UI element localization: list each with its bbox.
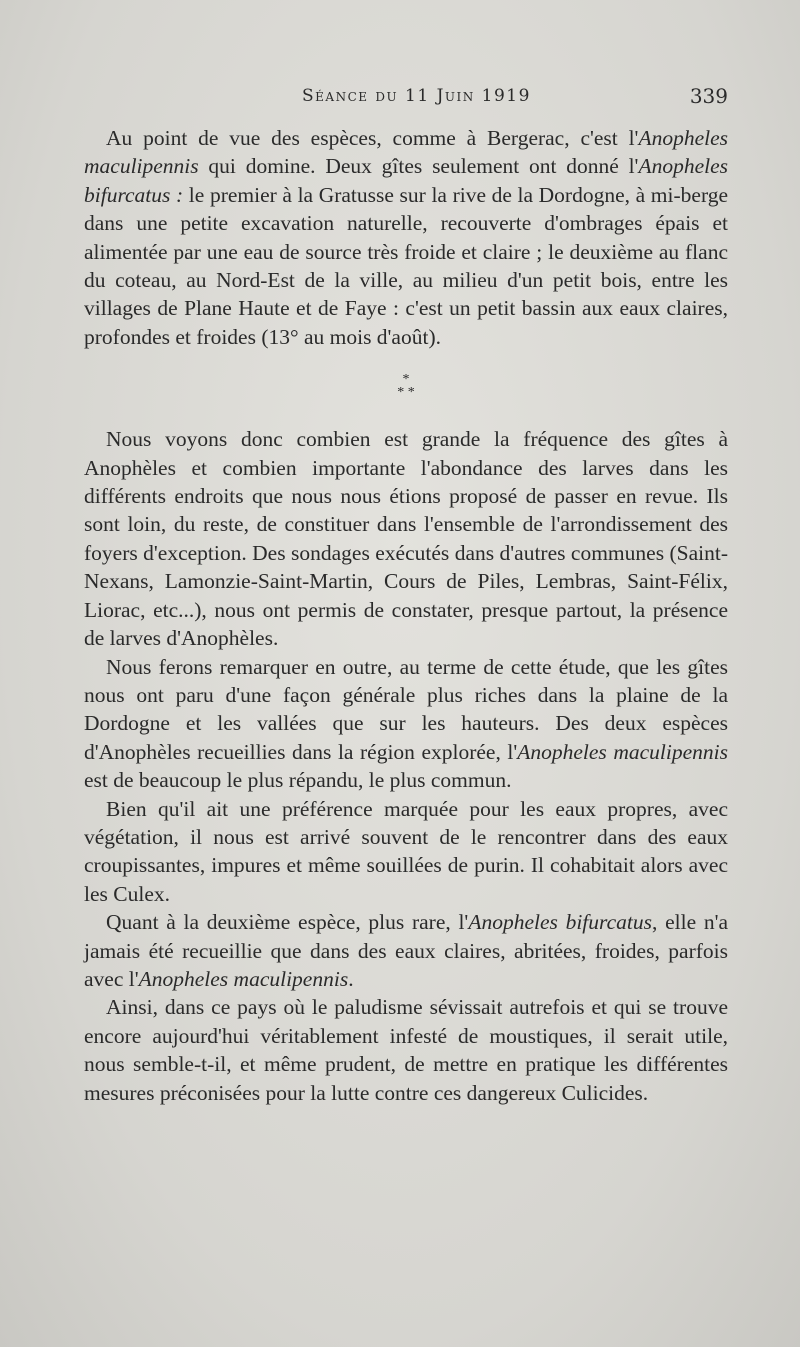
text-run: Ainsi, dans ce pays où le paludisme sévissait autrefois et qui se trouve encore aujourd'hui véritablement infesté de moustiques, il serait utile, nous semble-t-il, et même prudent, de mettre en pratique les différentes mesures préconisées pour la lutte contre ces dangereux Culicides. xyxy=(84,995,728,1105)
text-run: est de beaucoup le plus répandu, le plus commun. xyxy=(84,768,512,793)
text-run: Quant à la deuxième espèce, plus rare, l' xyxy=(106,910,469,935)
text-run: Bien qu'il ait une préférence marquée pour les eaux propres, avec végétation, il nous est arrivé souvent de le rencontrer dans des eaux croupissantes, impures et même souillées de purin. Il cohabitait alors avec les Culex. xyxy=(84,796,728,906)
italic-species-name: Anopheles bifurcatus xyxy=(468,910,652,935)
italic-species-name: Anopheles maculipennis xyxy=(84,126,728,179)
body-text xyxy=(84,124,728,1107)
dinkus-top: * xyxy=(402,372,410,388)
paragraph xyxy=(84,908,728,993)
text-run: qui domine. Deux gîtes seulement ont donné l' xyxy=(198,154,639,179)
text-run: , elle n'a jamais été recueillie que dans des eaux claires, abritées, froides, parfois avec l' xyxy=(84,910,728,991)
text-run: . xyxy=(348,966,354,991)
text-run: Au point de vue des espèces, comme à Bergerac, c'est l' xyxy=(106,126,639,150)
text-run: Nous voyons donc combien est grande la fréquence des gîtes à Anophèles et combien importante l'abondance des larves dans les différents endroits que nous nous étions proposé de passer en revue. Ils sont loin, du reste, de constituer dans l'ensemble de l'arrondissement des foyers d'exception. Des sondages exécutés dans d'autres communes (Saint-Nexans, Lamonzie-Saint-Martin, Cours de Piles, Lembras, Saint-Félix, Liorac, etc...), nous ont permis de constater, presque partout, la présence de larves d'Anophèles. xyxy=(84,427,728,651)
section-break xyxy=(84,373,728,399)
text-run: le premier à la Gratusse sur la rive de la Dordogne, à mi-berge dans une petite excavation naturelle, recouverte d'ombrages épais et alimentée par une eau de source très froide et claire ; le deuxième au flanc du coteau, au Nord-Est de la ville, au milieu d'un petit bois, entre les villages de Plane Haute et de Faye : c'est un petit bassin aux eaux claires, profondes et froides (13° au mois d'août). xyxy=(84,182,729,349)
dinkus-bottom: * * xyxy=(397,385,415,401)
page-header xyxy=(0,84,800,114)
paragraph xyxy=(84,993,728,1107)
paragraph xyxy=(84,124,728,351)
paragraph xyxy=(84,795,728,909)
page-number: 339 xyxy=(689,84,728,108)
italic-species-name: Anopheles maculipennis xyxy=(517,739,728,764)
paragraph xyxy=(84,653,728,795)
running-head: Séance du 11 Juin 1919 xyxy=(302,86,531,106)
italic-species-name: Anopheles maculipennis xyxy=(138,966,349,991)
text-run: Nous ferons remarquer en outre, au terme de cette étude, que les gîtes nous ont paru d'une façon générale plus riches dans la plaine de la Dordogne et les vallées que sur les hauteurs. Des deux espèces d'Anophèles recueillies dans la région explorée, l' xyxy=(84,654,728,764)
italic-species-name: Anopheles bifurcatus : xyxy=(84,154,728,207)
paragraph xyxy=(84,425,728,652)
